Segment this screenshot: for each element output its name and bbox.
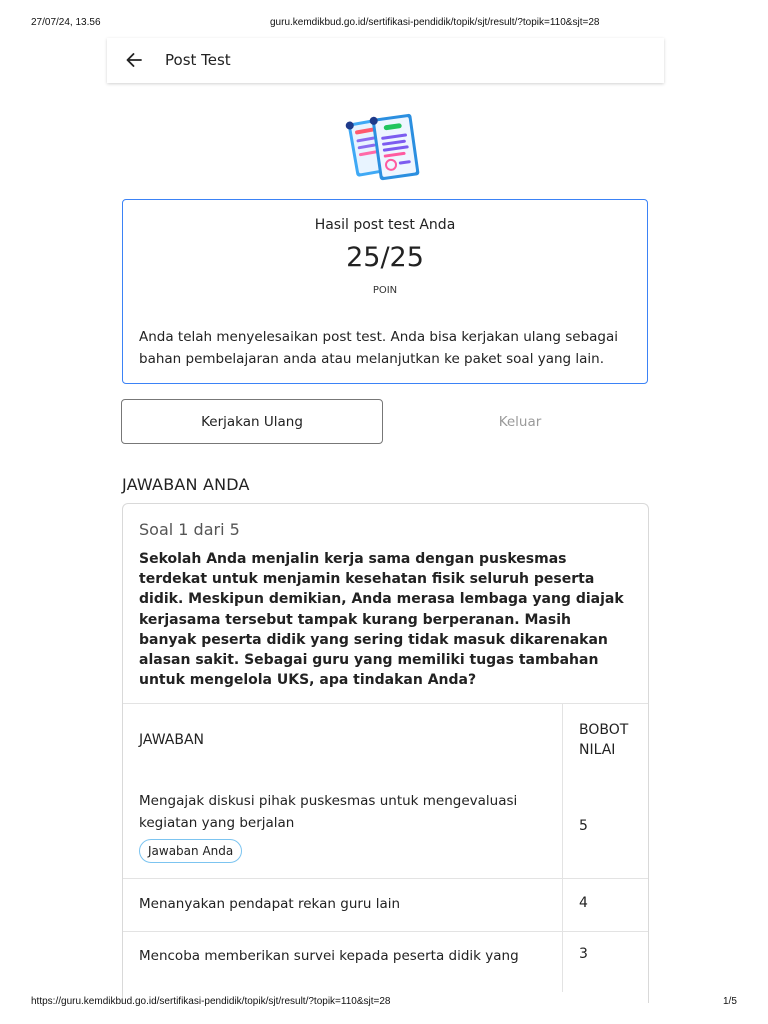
your-answer-badge: Jawaban Anda (139, 839, 242, 863)
result-heading: Hasil post test Anda (314, 217, 456, 233)
arrow-left-icon (123, 49, 145, 71)
back-button[interactable] (123, 49, 145, 71)
table-row (123, 780, 648, 878)
documents-illustration-icon (344, 110, 428, 186)
table-row (123, 931, 648, 992)
score-cell (563, 879, 648, 931)
header-cell-answer (123, 704, 563, 780)
result-score: 25/25 (346, 242, 424, 273)
answer-text: Mencoba memberikan survei kepada peserta didik yang (139, 948, 519, 964)
header-cell-score (563, 704, 648, 780)
answer-cell (123, 879, 563, 931)
score-cell (563, 932, 648, 992)
print-page-number: 1/5 (723, 996, 737, 1007)
question-number: Soal 1 dari 5 (139, 520, 240, 539)
top-app-bar (107, 38, 664, 83)
score-value: 4 (579, 895, 588, 911)
page-title: Post Test (165, 51, 231, 69)
score-cell (563, 780, 648, 878)
score-value: 3 (579, 946, 588, 962)
result-unit: POIN (372, 285, 398, 296)
question-text: Sekolah Anda menjalin kerja sama dengan puskesmas terdekat untuk menjamin kesehatan fisik seluruh peserta didik. Meskipun demikian, Anda merasa lembaga yang diajak kerjasama tersebut tampak kurang berperanan. Masih banyak peserta didik yang sering tidak masuk dikarenakan alasan sakit. Sebagai guru yang memiliki tugas tambahan untuk mengelola UKS, apa tindakan Anda? (139, 551, 624, 689)
answer-text: Menanyakan pendapat rekan guru lain (139, 896, 401, 912)
table-row (123, 878, 648, 931)
answers-table (123, 703, 648, 992)
answers-section-title: JAWABAN ANDA (122, 475, 250, 494)
result-card (122, 199, 648, 384)
answer-cell (123, 932, 563, 992)
table-header-row (123, 703, 648, 780)
question-card (122, 503, 649, 1003)
print-footer-url: https://guru.kemdikbud.go.id/sertifikasi-pendidik/topik/sjt/result/?topik=110&sjt=28 (31, 996, 391, 1007)
print-datetime: 27/07/24, 13.56 (31, 17, 101, 28)
result-message: Anda telah menyelesaikan post test. Anda bisa kerjakan ulang sebagai bahan pembelajaran anda atau melanjutkan ke paket soal yang lain. (139, 329, 618, 367)
retry-button[interactable]: Kerjakan Ulang (121, 399, 383, 444)
answer-text: Mengajak diskusi pihak puskesmas untuk mengevaluasi kegiatan yang berjalan (139, 793, 518, 831)
print-url: guru.kemdikbud.go.id/sertifikasi-pendidik/topik/sjt/result/?topik=110&sjt=28 (270, 17, 600, 28)
column-header-score: BOBOT NILAI (579, 722, 629, 758)
score-value: 5 (579, 818, 588, 834)
column-header-answer: JAWABAN (139, 732, 205, 748)
answer-cell (123, 780, 563, 878)
exit-button[interactable]: Keluar (389, 399, 651, 444)
